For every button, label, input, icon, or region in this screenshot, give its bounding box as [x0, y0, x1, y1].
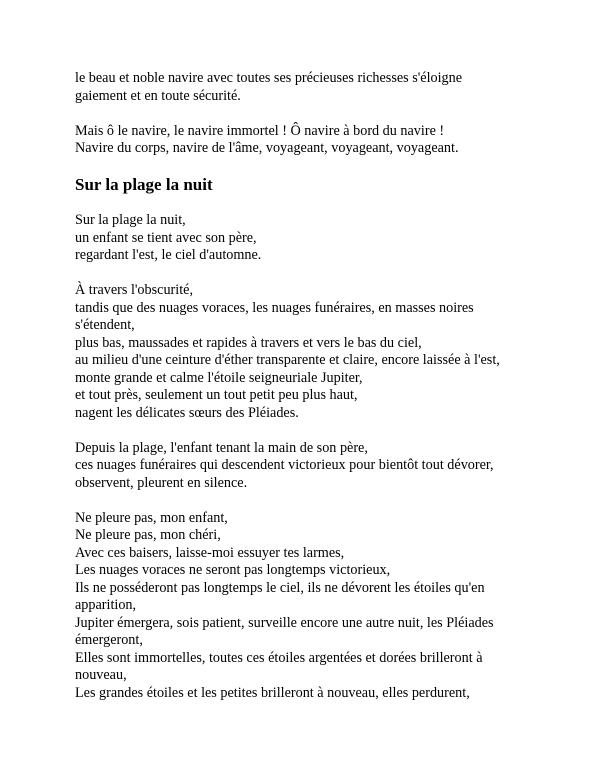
text-line: Ne pleure pas, mon chéri,	[75, 527, 221, 543]
text-line: Depuis la plage, l'enfant tenant la main de son père,	[75, 439, 368, 456]
stanza-do-not-weep	[75, 510, 545, 703]
stanza-ship-departure	[75, 70, 545, 105]
text-line: au milieu d'une ceinture d'éther transparente et claire, encore laissée à l'est,	[75, 352, 500, 368]
text-line: Jupiter émergera, sois patient, surveille encore une autre nuit, les Pléiades	[75, 614, 494, 631]
text-line: émergeront,	[75, 632, 143, 648]
text-line: et tout près, seulement un tout petit peu plus haut,	[75, 387, 358, 403]
text-line: apparition,	[75, 597, 137, 613]
text-line: Avec ces baisers, laisse-moi essuyer tes larmes,	[75, 544, 345, 561]
text-line: tandis que des nuages voraces, les nuages funéraires, en masses noires	[75, 299, 474, 316]
text-line: nagent les délicates sœurs des Pléiades.	[75, 404, 299, 421]
text-line: Mais ô le navire, le navire immortel ! Ô navire à bord du navire !	[75, 122, 445, 139]
text-line: le beau et noble navire avec toutes ses précieuses richesses s'éloigne	[75, 70, 463, 86]
text-line: Navire du corps, navire de l'âme, voyageant, voyageant, voyageant.	[75, 140, 459, 156]
text-line: plus bas, maussades et rapides à travers et vers le bas du ciel,	[75, 334, 422, 351]
text-line: regardant l'est, le ciel d'automne.	[75, 247, 262, 263]
stanza-through-darkness	[75, 282, 545, 422]
text-line: À travers l'obscurité,	[75, 282, 193, 298]
text-line: ces nuages funéraires qui descendent victorieux pour bientôt tout dévorer,	[75, 457, 494, 473]
text-line: Les nuages voraces ne seront pas longtemps victorieux,	[75, 562, 391, 578]
text-line: gaiement et en toute sécurité.	[75, 87, 241, 104]
text-line: Les grandes étoiles et les petites brilleront à nouveau, elles perdurent,	[75, 684, 470, 701]
text-line: observent, pleurent en silence.	[75, 474, 248, 491]
text-line: Ils ne posséderont pas longtemps le ciel, ils ne dévorent les étoiles qu'en	[75, 579, 485, 596]
text-line: s'étendent,	[75, 317, 135, 333]
text-line: monte grande et calme l'étoile seigneuriale Jupiter,	[75, 369, 363, 386]
document-page	[75, 70, 545, 720]
text-line: un enfant se tient avec son père,	[75, 229, 257, 246]
stanza-beach-night	[75, 212, 545, 265]
stanza-from-the-beach	[75, 440, 545, 493]
text-line: Ne pleure pas, mon enfant,	[75, 509, 228, 526]
text-line: Elles sont immortelles, toutes ces étoiles argentées et dorées brilleront à	[75, 649, 483, 666]
section-title: Sur la plage la nuit	[75, 175, 213, 194]
text-line: nouveau,	[75, 667, 127, 683]
text-line: Sur la plage la nuit,	[75, 212, 186, 228]
stanza-immortal-ship	[75, 123, 545, 158]
